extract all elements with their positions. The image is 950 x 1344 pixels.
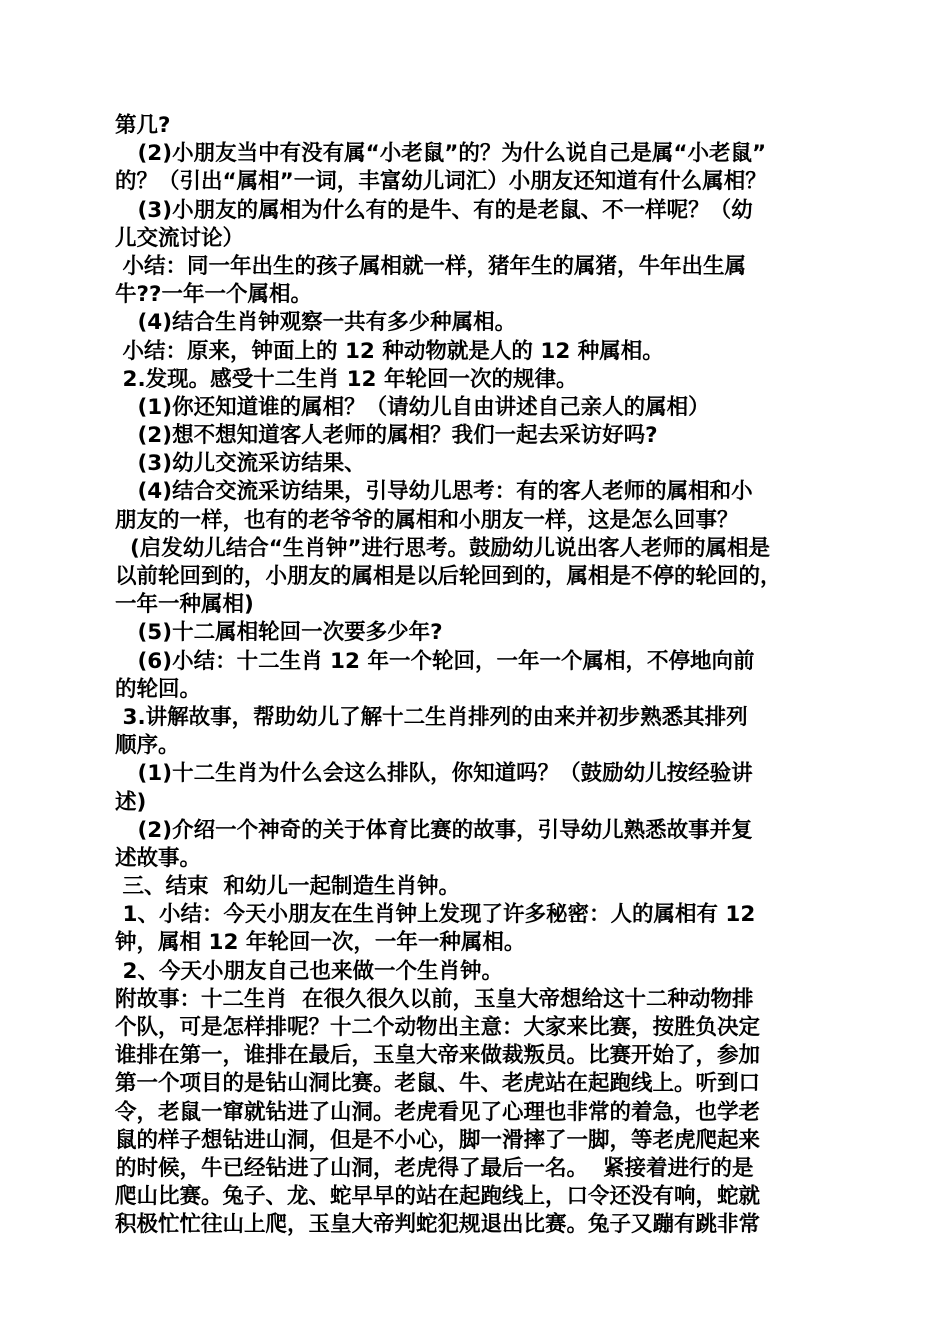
text-line: (2)介绍一个神奇的关于体育比赛的故事，引导幼儿熟悉故事并复 xyxy=(115,817,753,843)
text-line: (6)小结：十二生肖 12 年一个轮回，一年一个属相，不停地向前 xyxy=(115,648,755,674)
text-line: 一年一种属相) xyxy=(115,592,254,618)
text-line: 述故事。 xyxy=(115,845,202,871)
text-line: 2.发现。感受十二生肖 12 年轮回一次的规律。 xyxy=(115,366,578,392)
text-line: 以前轮回到的，小朋友的属相是以后轮回到的，属相是不停的轮回的， xyxy=(115,564,782,589)
text-line: 第一个项目的是钻山洞比赛。老鼠、牛、老虎站在起跑线上。听到口 xyxy=(115,1071,761,1097)
text-line: (1)十二生肖为什么会这么排队，你知道吗？（鼓励幼儿按经验讲 xyxy=(115,761,753,787)
text-line: 的？（引出“属相”一词，丰富幼儿词汇）小朋友还知道有什么属相？ xyxy=(115,169,767,195)
text-line: 令，老鼠一窜就钻进了山洞。老虎看见了心理也非常的着急，也学老 xyxy=(115,1099,761,1125)
text-line: (4)结合生肖钟观察一共有多少种属相。 xyxy=(115,310,517,336)
text-line: 的时候，牛已经钻进了山洞，老虎得了最后一名。 紧接着进行的是 xyxy=(115,1155,754,1181)
text-line: 3.讲解故事，帮助幼儿了解十二生肖排列的由来并初步熟悉其排列 xyxy=(115,704,748,730)
text-line: 附故事：十二生肖 在很久很久以前，玉皇大帝想给这十二种动物排 xyxy=(115,986,754,1012)
text-line: (启发幼儿结合“生肖钟”进行思考。鼓励幼儿说出客人老师的属相是 xyxy=(115,535,771,561)
text-line: 牛??一年一个属相。 xyxy=(115,282,312,308)
text-line: 三、结束 和幼儿一起制造生肖钟。 xyxy=(115,874,460,900)
text-line: 顺序。 xyxy=(115,733,180,759)
text-line: 积极忙忙往山上爬，玉皇大帝判蛇犯规退出比赛。兔子又蹦有跳非常 xyxy=(115,1212,761,1238)
text-line xyxy=(115,1240,845,1268)
text-line: 谁排在第一，谁排在最后，玉皇大帝来做裁叛员。比赛开始了，参加 xyxy=(115,1043,761,1069)
text-line: 儿交流讨论） xyxy=(115,225,245,251)
text-line: 的轮回。 xyxy=(115,676,202,702)
text-line: 小结：原来，钟面上的 12 种动物就是人的 12 种属相。 xyxy=(115,338,664,364)
text-line: (3)幼儿交流采访结果、 xyxy=(115,451,366,477)
text-line: 个队，可是怎样排呢？十二个动物出主意：大家来比赛，按胜负决定 xyxy=(115,1015,761,1040)
text-line: 朋友的一样，也有的老爷爷的属相和小朋友一样，这是怎么回事？ xyxy=(115,507,739,533)
text-line: (3)小朋友的属相为什么有的是牛、有的是老鼠、不一样呢？（幼 xyxy=(115,197,753,223)
text-line: 2、今天小朋友自己也来做一个生肖钟。 xyxy=(115,958,503,984)
text-line: (4)结合交流采访结果，引导幼儿思考：有的客人老师的属相和小 xyxy=(115,479,753,505)
text-line: (2)想不想知道客人老师的属相？我们一起去采访好吗? xyxy=(115,423,658,449)
text-line: 述) xyxy=(115,789,147,815)
text-line: (1)你还知道谁的属相？（请幼儿自由讲述自己亲人的属相） xyxy=(115,394,710,420)
text-line: (5)十二属相轮回一次要多少年? xyxy=(115,620,443,646)
text-line: (2)小朋友当中有没有属“小老鼠”的？为什么说自己是属“小老鼠” xyxy=(115,141,767,167)
text-line: 小结：同一年出生的孩子属相就一样，猪年生的属猪，牛年出生属 xyxy=(115,253,746,279)
text-line: 第几? xyxy=(115,113,171,138)
document-body xyxy=(115,112,845,1268)
text-line: 钟，属相 12 年轮回一次，一年一种属相。 xyxy=(115,930,526,956)
text-line: 爬山比赛。兔子、龙、蛇早早的站在起跑线上，口令还没有响，蛇就 xyxy=(115,1184,761,1210)
text-line: 1、小结：今天小朋友在生肖钟上发现了许多秘密：人的属相有 12 xyxy=(115,902,756,928)
text-line: 鼠的样子想钻进山洞，但是不小心，脚一滑摔了一脚，等老虎爬起来 xyxy=(115,1127,761,1153)
